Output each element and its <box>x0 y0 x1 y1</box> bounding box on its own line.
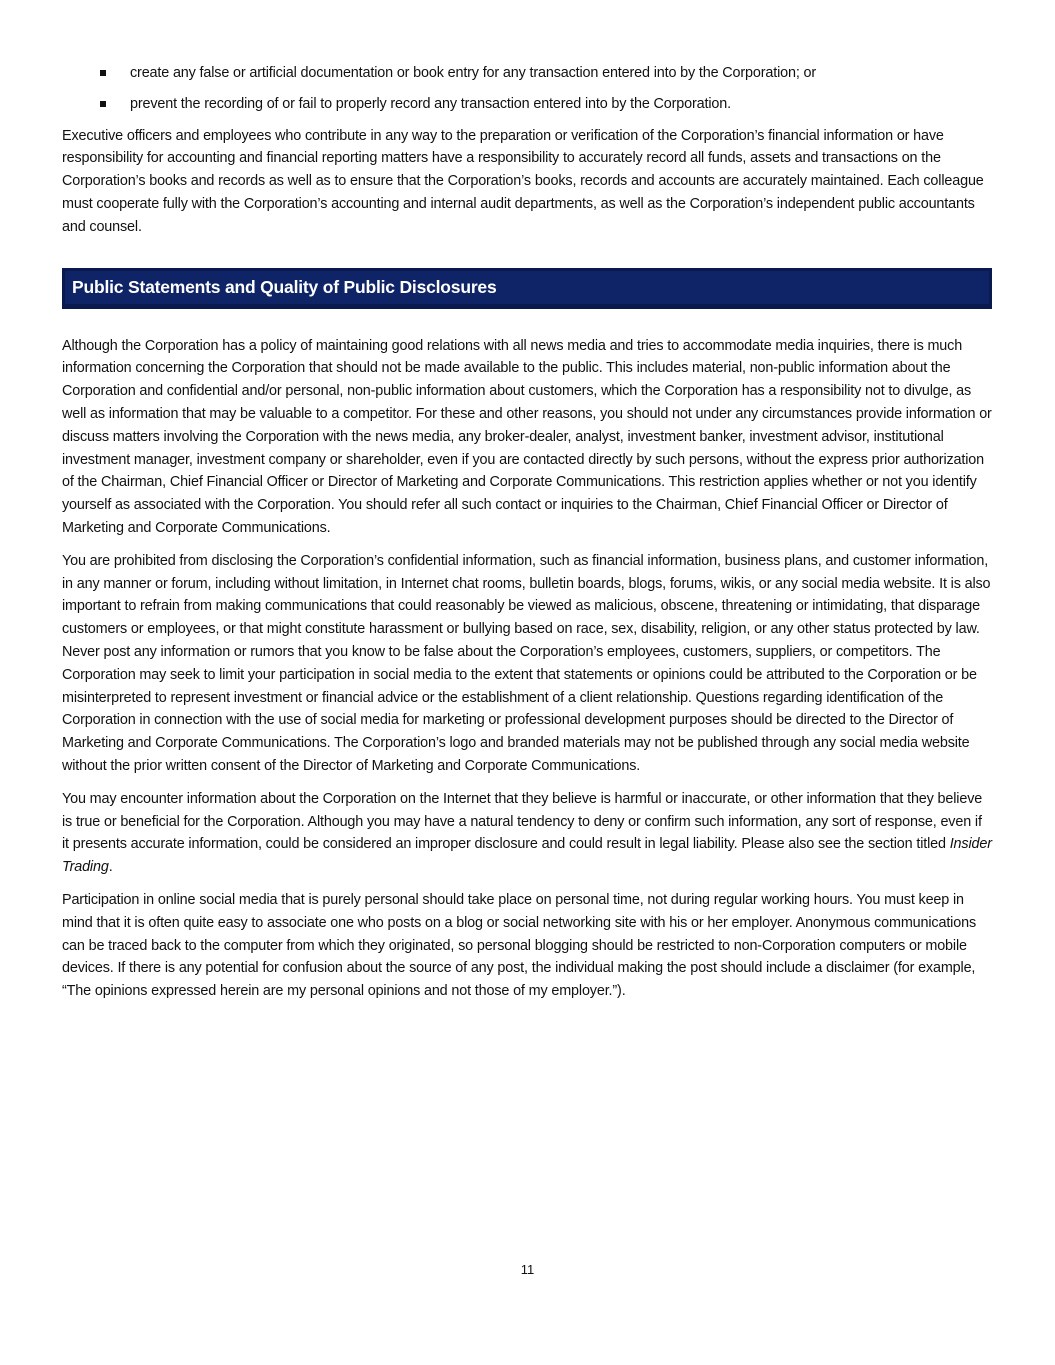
section-title: Public Statements and Quality of Public Disclosures <box>72 276 497 297</box>
paragraph: You are prohibited from disclosing the Corporation’s confidential information, such as financial information, business plans, and customer information, in any manner or forum, including without limitation, in Internet chat rooms, bulletin boards, blogs, forums, wikis, or any social media website. It is also important to refrain from making communications that could reasonably be viewed as malicious, obscene, threatening or intimidating, that disparage customers or employees, or that might constitute harassment or bullying based on race, sex, disability, religion, or any other status protected by law. Never post any information or rumors that you know to be false about the Corporation’s employees, customers, suppliers, or competitors. The Corporation may seek to limit your participation in social media to the extent that statements or opinions could be attributed to the Corporation or be misinterpreted to represent investment or financial advice or the establishment of a client relationship. Questions regarding identification of the Corporation in connection with the use of social media for marketing or professional development purposes should be directed to the Director of Marketing and Corporate Communications. The Corporation’s logo and branded materials may not be published through any social media website without the prior written consent of the Director of Marketing and Corporate Communications. <box>62 552 991 774</box>
paragraph-text: . <box>108 859 113 876</box>
page-number: 11 <box>520 1262 535 1277</box>
bullet-text: create any false or artificial documentation or book entry for any transaction entered into by the Corporation; or <box>130 65 817 81</box>
bullet-list <box>62 62 992 116</box>
section-reference: Insider Trading <box>62 836 992 876</box>
list-item <box>62 62 992 85</box>
paragraph: Although the Corporation has a policy of maintaining good relations with all news media and tries to accommodate media inquiries, there is much information concerning the Corporation that should not be made available to the public. This includes material, non-public information about the Corporation and confidential and/or personal, non-public information about customers, which the Corporation has a responsibility not to divulge, as well as information that may be valuable to a competitor. For these and other reasons, you should not under any circumstances provide information or discuss matters involving the Corporation with the news media, any broker-dealer, analyst, investment banker, investment advisor, institutional investment manager, investment company or shareholder, even if you are contacted directly by such persons, without the express prior authorization of the Chairman, Chief Financial Officer or Director of Marketing and Corporate Communications. This restriction applies whether or not you identify yourself as associated with the Corporation. You should refer all such contact or inquiries to the Chairman, Chief Financial Officer or Director of Marketing and Corporate Communications. <box>62 337 992 536</box>
list-item <box>62 93 992 116</box>
bullet-text: prevent the recording of or fail to properly record any transaction entered into by the Corporation. <box>130 96 731 113</box>
document-page <box>62 62 992 1013</box>
paragraph: Participation in online social media that is purely personal should take place on personal time, not during regular working hours. You must keep in mind that it is often quite easy to associate one who posts on a blog or social networking site with his or her employer. Anonymous communications can be traced back to the computer from which they originated, so personal blogging should be restricted to non-Corporation computers or mobile devices. If there is any potential for confusion about the source of any post, the individual making the post should include a disclaimer (for example, “The opinions expressed herein are my personal opinions and not those of my employer.”). <box>62 891 976 1000</box>
section-heading-bar <box>62 268 992 309</box>
square-bullet-icon <box>100 101 106 107</box>
square-bullet-icon <box>100 70 106 76</box>
paragraph <box>62 788 992 879</box>
paragraph-text: You may encounter information about the Corporation on the Internet that they believe is harmful or inaccurate, or other information that they believe is true or beneficial for the Corporation. Although you may have a natural tendency to deny or confirm such information, any sort of response, even if it presents accurate information, could be considered an improper disclosure and could result in legal liability. Please also see the section titled <box>62 790 983 853</box>
paragraph: Executive officers and employees who contribute in any way to the preparation or verification of the Corporation’s financial information or have responsibility for accounting and financial reporting matters have a responsibility to accurately record all funds, assets and transactions on the Corporation’s books and records as well as to ensure that the Corporation’s books, records and accounts are accurately maintained. Each colleague must cooperate fully with the Corporation’s accounting and internal audit departments, as well as the Corporation’s independent public accountants and counsel. <box>62 127 984 235</box>
